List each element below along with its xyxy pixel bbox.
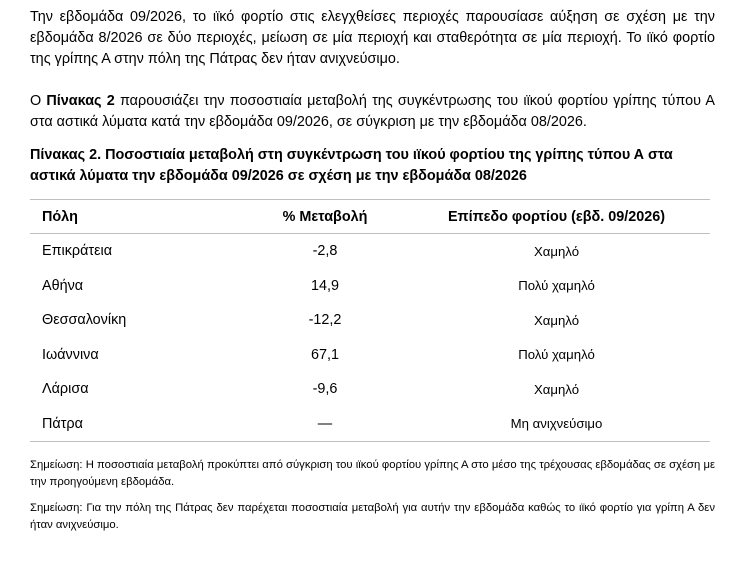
cell-city: Θεσσαλονίκη xyxy=(42,312,127,329)
cell-change: -9,6 xyxy=(312,381,338,398)
cell-change: — xyxy=(247,407,403,442)
cell-city: Επικράτεια xyxy=(42,243,113,260)
table-reference: Πίνακας 2 xyxy=(46,93,115,109)
cell-change: -2,8 xyxy=(312,243,338,260)
header-level: Επίπεδο φορτίου (εβδ. 09/2026) xyxy=(403,200,710,234)
table-reference-paragraph xyxy=(30,91,715,133)
table-row xyxy=(30,407,710,442)
cell-city: Πάτρα xyxy=(30,407,247,442)
paragraph-lead: Ο xyxy=(30,93,47,109)
header-city: Πόλη xyxy=(30,200,247,234)
cell-city: Αθήνα xyxy=(42,277,84,294)
footnote-patras: Σημείωση: Για την πόλη της Πάτρας δεν παρέχεται ποσοστιαία μεταβολή για αυτήν την εβδομάδα καθώς το ιϊκό φορτίο για γρίπη Α δεν ήταν ανιχνεύσιμο. xyxy=(30,502,715,531)
paragraph-rest: παρουσιάζει την ποσοστιαία μεταβολή της συγκέντρωσης του ιϊκού φορτίου γρίπης τύπου Α στα αστικά λύματα κατά την εβδομάδα 09/2026, σε σύγκριση με την εβδομάδα 08/2026. xyxy=(30,93,715,130)
cell-level: Πολύ χαμηλό xyxy=(518,278,595,294)
table-header-row xyxy=(30,200,710,234)
cell-city: Ιωάννινα xyxy=(42,346,99,363)
table-caption: Πίνακας 2. Ποσοστιαία μεταβολή στη συγκέντρωση του ιϊκού φορτίου της γρίπης τύπου Α στα αστικά λύματα την εβδομάδα 09/2026 σε σχέση με την εβδομάδα 08/2026 xyxy=(30,147,673,184)
table-row xyxy=(30,269,710,304)
cell-level: Πολύ χαμηλό xyxy=(518,347,595,363)
cell-change: -12,2 xyxy=(308,312,342,329)
header-change: % Μεταβολή xyxy=(247,200,403,234)
cell-change: 14,9 xyxy=(310,277,339,294)
cell-level: Χαμηλό xyxy=(533,312,580,328)
footnote-method: Σημείωση: Η ποσοστιαία μεταβολή προκύπτει από σύγκριση του ιϊκού φορτίου γρίπης Α στο μέσο της τρέχουσας εβδομάδας σε σχέση με την προηγούμενη εβδομάδα. xyxy=(30,459,715,488)
table-row xyxy=(30,234,710,269)
intro-paragraph: Την εβδομάδα 09/2026, το ιϊκό φορτίο στις ελεγχθείσες περιοχές παρουσίασε αύξηση σε σχέση με την εβδομάδα 8/2026 σε δύο περιοχές, μείωση σε μία περιοχή και σταθερότητα σε μία περιοχή. Το ιϊκό φορτίο της γρίπης Α στην πόλη της Πάτρας δεν ήταν ανιχνεύσιμο. xyxy=(30,9,715,67)
table-row xyxy=(30,338,710,373)
cell-city: Λάρισα xyxy=(42,381,89,398)
cell-level: Μη ανιχνεύσιμο xyxy=(403,407,710,442)
cell-level: Χαμηλό xyxy=(533,243,580,259)
cell-change: 67,1 xyxy=(310,346,339,363)
cell-level: Χαμηλό xyxy=(533,381,580,397)
viral-load-table xyxy=(30,199,710,442)
table-row xyxy=(30,303,710,338)
table-row xyxy=(30,372,710,407)
